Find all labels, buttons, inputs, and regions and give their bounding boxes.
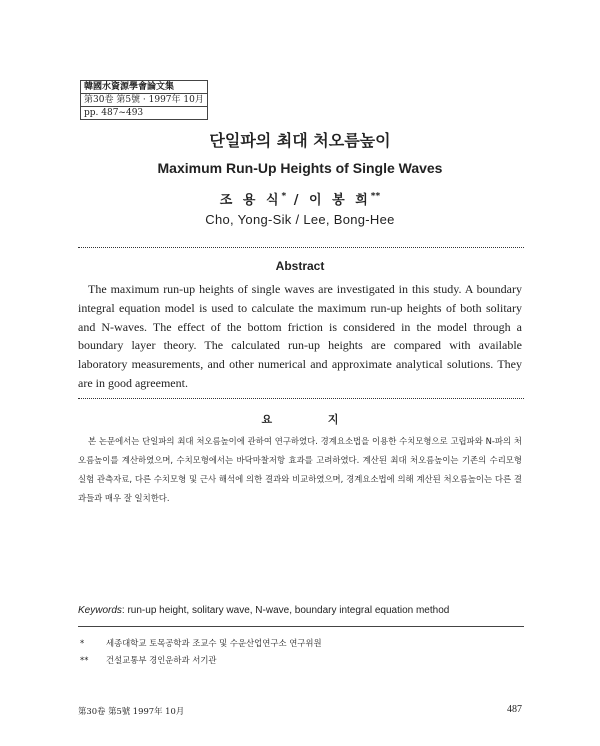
- author-separator: /: [286, 193, 310, 208]
- journal-pages: pp. 487~493: [81, 106, 207, 119]
- footnote-2-mark: **: [80, 655, 89, 665]
- journal-info-box: [80, 80, 208, 120]
- authors-korean: [0, 189, 600, 208]
- keywords-label: Keywords: [78, 605, 122, 616]
- author-second: 이 봉 희: [309, 193, 371, 208]
- korean-abstract-heading: 요 지: [261, 413, 365, 426]
- title-english: Maximum Run-Up Heights of Single Waves: [157, 160, 443, 176]
- title-korean: 단일파의 최대 처오름높이: [209, 131, 391, 150]
- footnote-1: [80, 637, 322, 649]
- abstract-body: The maximum run-up heights of single waves are investigated in this study. A boundary integral equation model is used to calculate the maximum run-up heights of both solitary and N-waves. The effect of the bottom friction is considered in the model through a boundary layer theory. The calculated run-up heights are compared with available laboratory measurements, and other numerical and approximate analytical solutions. They are in good agreement.: [78, 282, 522, 390]
- author-first-mark: *: [281, 191, 287, 202]
- footnote-1-text: 세종대학교 토목공학과 조교수 및 수운산업연구소 연구위원: [106, 638, 322, 648]
- korean-abstract-body: 본 논문에서는 단일파의 최대 처오름높이에 관하여 연구하였다. 경계요소법을 이용한 수치모형으로 고립파와 N-파의 처오름높이를 계산하였으며, 수치모형에서는 바닥마찰저항 효과를 고려하였다. 계산된 최대 처오름높이는 기존의 수리모형실험 관측자료, 다른 수치모형 및 근사 해석에 의한 결과와 비교하였으며, 경계요소법에 의해 계산된 처오름높이는 다른 결과들과 매우 잘 일치한다.: [78, 436, 522, 503]
- author-first: 조 용 식: [219, 193, 282, 208]
- journal-name: 韓國水資源學會論文集: [84, 82, 175, 92]
- authors-english: Cho, Yong-Sik / Lee, Bong-Hee: [205, 212, 395, 227]
- footnote-1-mark: *: [80, 638, 85, 648]
- journal-volume: 第30卷 第5號 · 1997年 10月: [81, 93, 207, 106]
- footer-issue: 第30卷 第5號 1997年 10月: [78, 706, 185, 716]
- keywords-text: run-up height, solitary wave, N-wave, boundary integral equation method: [127, 605, 450, 616]
- footnote-divider: [78, 626, 524, 627]
- author-second-mark: **: [370, 191, 381, 202]
- divider-dotted-middle: [78, 398, 524, 399]
- keywords: Keywords: run-up height, solitary wave, N-wave, boundary integral equation method: [78, 605, 450, 616]
- footnote-2-text: 건설교통부 경인운하과 서기관: [106, 655, 217, 665]
- page-number: 487: [507, 704, 522, 715]
- divider-dotted-top: [78, 247, 524, 248]
- footnote-2: [80, 654, 217, 666]
- abstract-heading: Abstract: [275, 259, 325, 273]
